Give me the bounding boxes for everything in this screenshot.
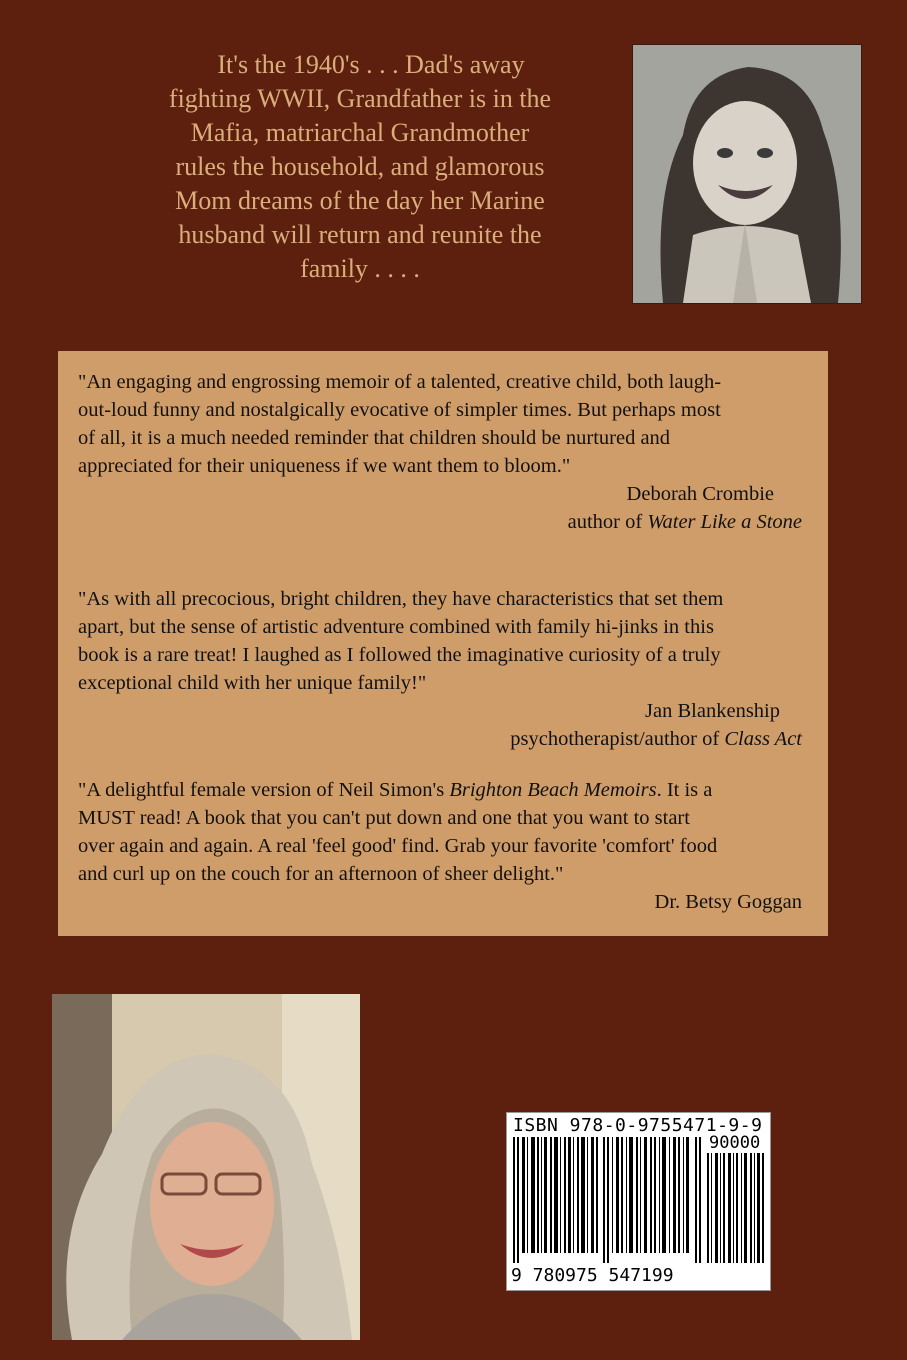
review-text-line: and curl up on the couch for an afternoon of sheer delight." [78,863,564,885]
review-author: Dr. Betsy Goggan [654,891,802,913]
blurb-line: It's the 1940's . . . Dad's away [217,50,525,79]
review-text-line: "A delightful female version of Neil Simon's Brighton Beach Memoirs. It is a [78,779,713,801]
blurb-line: husband will return and reunite the [178,220,542,249]
isbn-text: ISBN 978-0-9755471-9-9 [513,1115,763,1136]
review-2 [78,585,810,753]
blurb-line: rules the household, and glamorous [175,152,545,181]
review-credit: author of Water Like a Stone [567,511,802,533]
blurb-line: Mom dreams of the day her Marine [175,186,545,215]
review-credit: psychotherapist/author of Class Act [510,728,802,750]
blurb-line: family . . . . [300,254,420,283]
book-title: Brighton Beach Memoirs [449,779,657,801]
review-author: Jan Blankenship [645,700,780,722]
author-photo [52,994,360,1340]
ean-digits: 9 780975 547199 [511,1265,674,1286]
review-text-line: MUST read! A book that you can't put down and one that you want to start [78,807,690,829]
review-text-line: "As with all precocious, bright children, they have characteristics that set them [78,588,724,610]
blurb-line: fighting WWII, Grandfather is in the [168,84,552,113]
review-text-line: over again and again. A real 'feel good' find. Grab your favorite 'comfort' food [78,835,718,857]
price-barcode-bars [707,1153,765,1263]
review-3 [78,776,810,916]
review-text-line: "An engaging and engrossing memoir of a talented, creative child, both laugh- [78,371,722,393]
review-1 [78,368,810,536]
review-text-line: exceptional child with her unique family!" [78,672,427,694]
review-text-line: appreciated for their uniqueness if we want them to bloom." [78,455,571,477]
review-author: Deborah Crombie [626,483,774,505]
isbn-barcode [506,1112,771,1291]
blurb-line: Mafia, matriarchal Grandmother [190,118,530,147]
childhood-photo [632,44,862,304]
cover-blurb [120,48,600,286]
barcode-bars [513,1137,703,1263]
review-text-line: book is a rare treat! I laughed as I followed the imaginative curiosity of a truly [78,644,721,666]
review-text-line: of all, it is a much needed reminder that children should be nurtured and [78,427,671,449]
book-title: Water Like a Stone [647,511,802,533]
review-text-line: apart, but the sense of artistic adventure combined with family hi-jinks in this [78,616,714,638]
review-text-line: out-loud funny and nostalgically evocative of simpler times. But perhaps most [78,399,721,421]
book-title: Class Act [724,728,802,750]
price-code: 90000 [709,1133,761,1153]
reviews-panel [58,351,828,936]
